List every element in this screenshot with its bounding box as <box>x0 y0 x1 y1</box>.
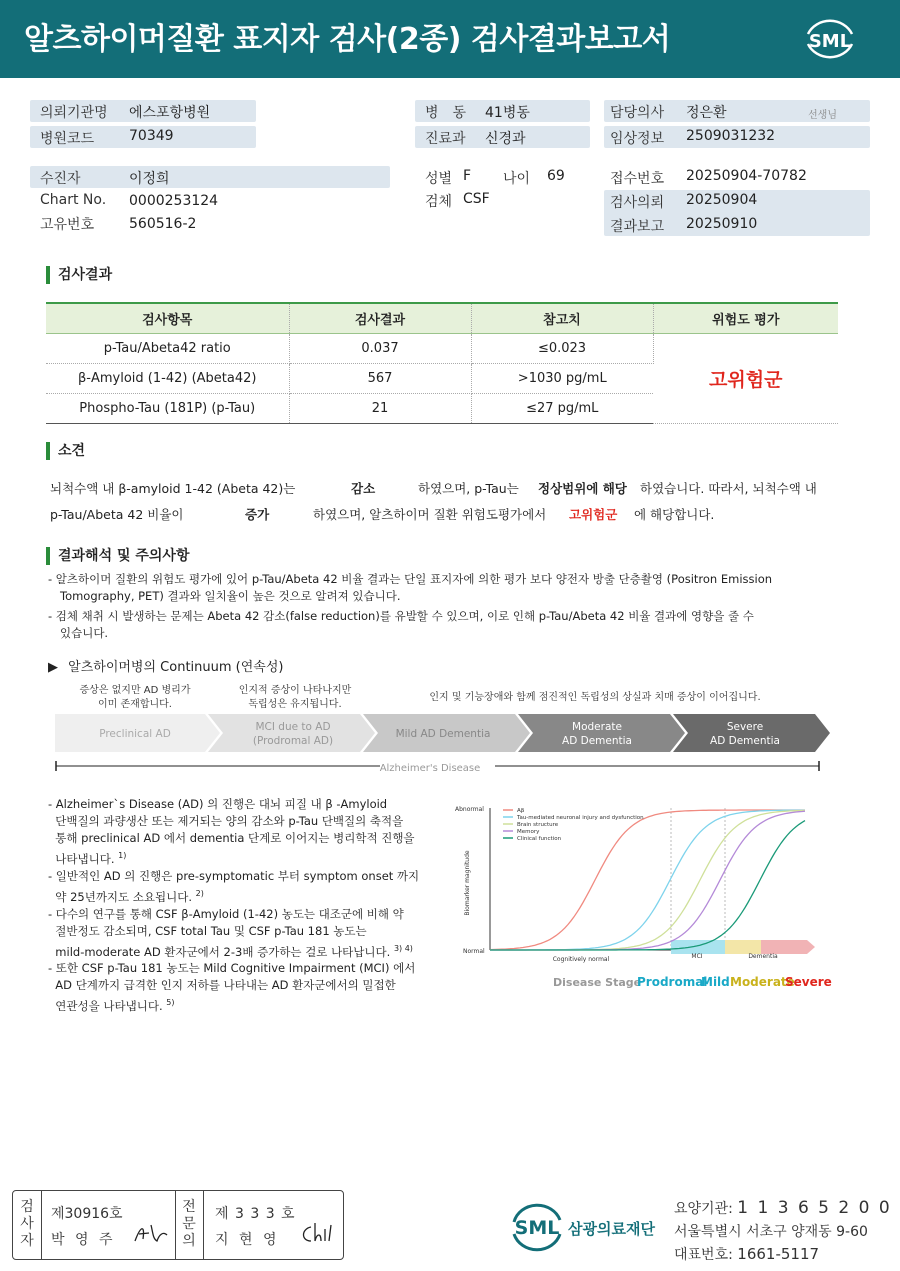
table-row <box>46 333 838 363</box>
request-value: 20250904 <box>686 192 758 208</box>
interp-note-1b: Tomography, PET) 결과와 일치율이 높은 것으로 알려져 있습니다. <box>60 589 401 603</box>
ad-note-1 <box>48 796 415 868</box>
band-severe <box>761 940 815 954</box>
band-moderate <box>725 940 761 954</box>
x-phase-dementia: Dementia <box>748 953 778 960</box>
continuum-title <box>48 656 284 675</box>
sml-footer-logo-text: SML <box>514 1217 560 1239</box>
ad-note-2-ref: 2) <box>195 889 204 898</box>
stage-caption-3: 인지 및 기능장애와 함께 점진적인 독립성의 상실과 치매 증상이 이어집니다. <box>429 692 761 703</box>
header-item: 검사항목 <box>46 303 289 333</box>
opinion-line1-d: 정상범위에 해당 <box>538 481 627 496</box>
stage-label-moderate: Moderate AD Dementia <box>562 721 632 747</box>
opinion-line1-a: 뇌척수액 내 β-amyloid 1-42 (Abeta 42)는 <box>50 481 296 496</box>
dept-label: 진료과 <box>425 131 466 147</box>
legend-label: Memory <box>517 829 540 835</box>
legend-label: Aβ <box>517 808 525 814</box>
legend-label: Brain structure <box>517 822 559 828</box>
ad-note-1-ref: 1) <box>118 851 127 860</box>
opinion-line2-e: 에 해당합니다. <box>634 507 715 522</box>
hospital-code-value: 70349 <box>129 128 174 144</box>
row-item: β-Amyloid (1-42) (Abeta42) <box>46 363 289 393</box>
stage-label-mci: MCI due to AD (Prodromal AD) <box>252 721 334 747</box>
clinical-label: 임상정보 <box>610 131 665 147</box>
clinical-value: 2509031232 <box>686 128 776 144</box>
divider <box>41 1191 42 1259</box>
legend-label: Tau-mediated neuronal injury and dysfunction <box>517 815 644 821</box>
sex-value: F <box>463 168 472 184</box>
specialist-label: 전 문 의 <box>182 1199 196 1249</box>
legend-label: Clinical function <box>517 836 562 842</box>
specimen-label: 검체 <box>425 194 453 210</box>
report-header <box>0 0 900 78</box>
stage-moderate-label: Moderate <box>730 975 795 989</box>
specimen-value: CSF <box>463 191 490 207</box>
header-result: 검사결과 <box>289 303 471 333</box>
stage-disease-label: Disease Stage <box>553 976 642 989</box>
phone-value: 1661-5117 <box>737 1245 820 1263</box>
ad-note-4-text: - 또한 CSF p-Tau 181 농도는 Mild Cognitive Impairment (MCI) 에서 AD 단계까지 급격한 인지 저하를 나타내는 AD 환자군에서의 밀접한 연관성을 나타냅니다. <box>48 961 416 1013</box>
specialist-signature <box>297 1219 341 1247</box>
address: 서울특별시 서초구 양재동 9-60 <box>674 1224 868 1240</box>
stage-caption-2: 인지적 증상이 나타나지만 독립성은 유지됩니다. <box>238 685 352 710</box>
specialist-name: 지 현 영 <box>215 1232 280 1248</box>
phone-line <box>674 1244 819 1264</box>
row-ref: ≤27 pg/mL <box>471 393 653 423</box>
examiner-name: 박 영 주 <box>51 1232 116 1248</box>
opinion-line2-c: 하였으며, 알츠하이머 질환 위험도평가에서 <box>313 507 547 522</box>
opinion-line2-d: 고위험군 <box>569 507 618 522</box>
opinion-line2-a: p-Tau/Abeta 42 비율이 <box>50 507 184 522</box>
ad-note-4 <box>48 960 415 1015</box>
risk-cell <box>653 333 838 423</box>
stage-mild-label: Mild <box>701 975 730 989</box>
y-bottom-label: Normal <box>463 948 485 955</box>
ad-note-3-ref: 3) 4) <box>393 944 413 953</box>
header-ref: 참고치 <box>471 303 653 333</box>
stage-label-mild: Mild AD Dementia <box>395 728 491 740</box>
results-header-row <box>46 303 838 333</box>
stage-label-preclinical: Preclinical AD <box>99 728 171 740</box>
band-prodromal <box>671 940 725 954</box>
ward-label: 병 동 <box>425 105 467 121</box>
sml-logo-text: SML <box>808 31 852 52</box>
stage-severe-label: Severe <box>785 975 832 989</box>
ad-note-3 <box>48 906 413 961</box>
header-risk: 위험도 평가 <box>653 303 838 333</box>
uid-label: 고유번호 <box>40 217 95 233</box>
results-table <box>46 302 838 424</box>
doctor-value: 정은환 <box>686 105 727 121</box>
report-date-value: 20250910 <box>686 216 758 232</box>
interpretation-section-title: 결과해석 및 주의사항 <box>46 547 189 565</box>
patient-label: 수진자 <box>40 171 81 187</box>
chart-value: 0000253124 <box>129 193 219 209</box>
hospital-label: 의뢰기관명 <box>40 105 108 121</box>
dept-value: 신경과 <box>485 131 526 147</box>
examiner-label: 검 사 자 <box>20 1199 34 1249</box>
care-code-label: 요양기관: <box>674 1201 733 1217</box>
row-item: Phospho-Tau (181P) (p-Tau) <box>46 393 289 423</box>
hospital-code-label: 병원코드 <box>40 131 95 147</box>
divider <box>203 1191 204 1259</box>
y-axis-label: Biomarker magnitude <box>464 850 471 916</box>
stage-caption-1: 증상은 없지만 AD 병리가 이미 존재합니다. <box>79 685 191 710</box>
doctor-suffix: 선생님 <box>808 110 837 121</box>
sml-footer-logo <box>508 1200 566 1256</box>
risk-value: 고위험군 <box>709 368 783 391</box>
sex-label: 성별 <box>425 171 453 187</box>
ad-note-4-ref: 5) <box>166 998 175 1007</box>
hospital-value: 에스포항병원 <box>129 105 211 121</box>
ward-value: 41병동 <box>485 105 530 121</box>
examiner-signature <box>131 1221 171 1247</box>
opinion-line1-b: 감소 <box>351 481 376 496</box>
row-result: 567 <box>289 363 471 393</box>
opinion-line1-e: 하였습니다. 따라서, 뇌척수액 내 <box>640 481 817 496</box>
report-title: 알츠하이머질환 표지자 검사(2종) 검사결과보고서 <box>24 22 671 57</box>
opinion-line1-c: 하였으며, p-Tau는 <box>418 481 519 496</box>
request-label: 검사의뢰 <box>610 195 665 211</box>
age-label: 나이 <box>503 171 531 187</box>
uid-value: 560516-2 <box>129 216 197 232</box>
examiner-no: 제30916호 <box>51 1206 123 1222</box>
y-top-label: Abnormal <box>455 806 484 813</box>
row-ref: >1030 pg/mL <box>471 363 653 393</box>
stage-label-severe: Severe AD Dementia <box>710 721 780 747</box>
sml-logo <box>800 12 860 66</box>
org-name: 삼광의료재단 <box>568 1220 655 1238</box>
doctor-label: 담당의사 <box>610 105 665 121</box>
patient-value: 이정희 <box>129 171 170 187</box>
opinion-section-title: 소견 <box>46 442 85 460</box>
divider <box>175 1191 176 1259</box>
interp-note-2b: 있습니다. <box>60 626 109 640</box>
patient-row <box>30 166 390 188</box>
interp-note-1: - 알츠하이머 질환의 위험도 평가에 있어 p-Tau/Abeta 42 비율 결과는 단일 표지자에 의한 평가 보다 양전자 방출 단층촬영 (Positron Emission <box>48 572 773 586</box>
row-item: p-Tau/Abeta42 ratio <box>46 333 289 363</box>
chart-label: Chart No. <box>40 192 107 208</box>
opinion-line2-b: 증가 <box>245 507 270 522</box>
biomarker-chart <box>455 798 845 998</box>
ad-note-2 <box>48 868 419 906</box>
signature-box <box>12 1190 344 1260</box>
receipt-label: 접수번호 <box>610 171 665 187</box>
ad-span-label: Alzheimer's Disease <box>379 763 481 774</box>
row-ref: ≤0.023 <box>471 333 653 363</box>
ad-note-2-text: - 일반적인 AD 의 진행은 pre-symptomatic 부터 symptom onset 까지 약 25년까지도 소요됩니다. <box>48 869 420 904</box>
phone-label: 대표번호: <box>674 1247 733 1263</box>
continuum-title-text: 알츠하이머병의 Continuum (연속성) <box>68 660 284 675</box>
row-result: 21 <box>289 393 471 423</box>
care-code-value: 1 1 3 6 5 2 0 0 <box>737 1198 892 1218</box>
interp-note-2: - 검체 채취 시 발생하는 문제는 Abeta 42 감소(false reduction)를 유발할 수 있으며, 이로 인해 p-Tau/Abeta 42 비율 결과에 영향을 줄 수 <box>48 609 754 623</box>
report-date-label: 결과보고 <box>610 219 665 235</box>
age-value: 69 <box>547 168 565 184</box>
results-section-title: 검사결과 <box>46 266 112 284</box>
x-phase-normal: Cognitively normal <box>552 956 610 963</box>
x-phase-mci: MCI <box>691 953 703 960</box>
ad-note-3-text: - 다수의 연구를 통해 CSF β-Amyloid (1-42) 농도는 대조군에 비해 약 절반정도 감소되며, CSF total Tau 및 CSF p-Tau 181 농도는 mild-moderate AD 환자군에서 2-3배 증가하는 걸로 나타납니다. <box>48 907 404 959</box>
care-code-line <box>674 1198 892 1218</box>
specialist-no: 제 3 3 3 호 <box>215 1206 296 1222</box>
play-triangle-icon: ▶ <box>48 660 58 675</box>
ad-note-1-text: - Alzheimer`s Disease (AD) 의 진행은 대뇌 피질 내 β -Amyloid 단백질의 과량생산 또는 제거되는 양의 감소와 p-Tau 단백질의 축적을 통해 preclinical AD 에서 dementia 단계로 이어지는 병리학적 진행을 나타냅니다. <box>48 797 415 866</box>
receipt-value: 20250904-70782 <box>686 168 807 184</box>
stage-prodromal-label: Prodromal <box>637 975 708 989</box>
row-result: 0.037 <box>289 333 471 363</box>
